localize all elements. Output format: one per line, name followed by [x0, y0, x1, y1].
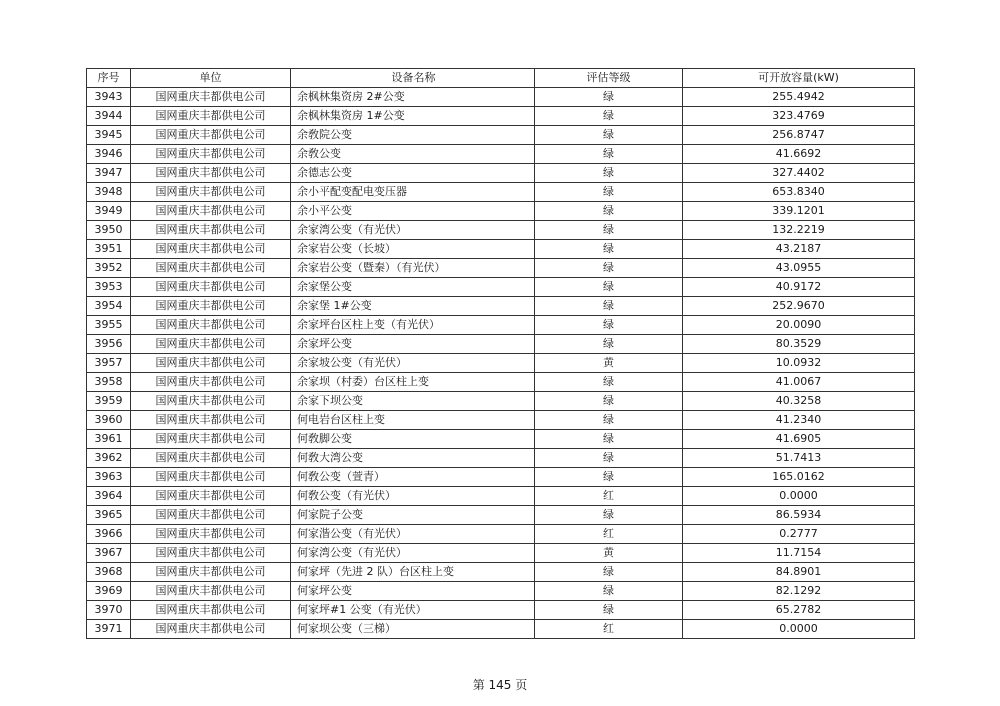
cell-unit: 国网重庆丰都供电公司: [131, 354, 291, 373]
cell-assessment-level: 黄: [535, 354, 683, 373]
cell-open-capacity: 80.3529: [683, 335, 915, 354]
cell-serial-number: 3971: [87, 620, 131, 639]
cell-serial-number: 3954: [87, 297, 131, 316]
cell-unit: 国网重庆丰都供电公司: [131, 525, 291, 544]
cell-device-name: 余枫林集资房 2#公变: [291, 88, 535, 107]
cell-serial-number: 3953: [87, 278, 131, 297]
cell-assessment-level: 绿: [535, 88, 683, 107]
cell-open-capacity: 41.2340: [683, 411, 915, 430]
cell-assessment-level: 绿: [535, 278, 683, 297]
table-row: [87, 373, 915, 392]
cell-unit: 国网重庆丰都供电公司: [131, 449, 291, 468]
cell-serial-number: 3943: [87, 88, 131, 107]
cell-open-capacity: 41.0067: [683, 373, 915, 392]
cell-device-name: 余德志公变: [291, 164, 535, 183]
cell-open-capacity: 84.8901: [683, 563, 915, 582]
table-row: [87, 506, 915, 525]
cell-device-name: 何家湾公变（有光伏）: [291, 544, 535, 563]
cell-unit: 国网重庆丰都供电公司: [131, 221, 291, 240]
cell-device-name: 何家院子公变: [291, 506, 535, 525]
table-row: [87, 183, 915, 202]
cell-serial-number: 3951: [87, 240, 131, 259]
cell-unit: 国网重庆丰都供电公司: [131, 297, 291, 316]
cell-assessment-level: 红: [535, 525, 683, 544]
cell-open-capacity: 41.6905: [683, 430, 915, 449]
table-row: [87, 145, 915, 164]
cell-serial-number: 3946: [87, 145, 131, 164]
cell-device-name: 余家坝（村委）台区柱上变: [291, 373, 535, 392]
cell-open-capacity: 86.5934: [683, 506, 915, 525]
cell-unit: 国网重庆丰都供电公司: [131, 202, 291, 221]
cell-open-capacity: 255.4942: [683, 88, 915, 107]
table-row: [87, 582, 915, 601]
cell-unit: 国网重庆丰都供电公司: [131, 145, 291, 164]
table-row: [87, 88, 915, 107]
cell-assessment-level: 绿: [535, 468, 683, 487]
cell-unit: 国网重庆丰都供电公司: [131, 126, 291, 145]
cell-serial-number: 3969: [87, 582, 131, 601]
cell-unit: 国网重庆丰都供电公司: [131, 240, 291, 259]
page-number: 第 145 页: [472, 678, 528, 692]
cell-unit: 国网重庆丰都供电公司: [131, 487, 291, 506]
cell-assessment-level: 绿: [535, 126, 683, 145]
header-unit: 单位: [131, 69, 291, 88]
cell-serial-number: 3952: [87, 259, 131, 278]
table-row: [87, 221, 915, 240]
cell-unit: 国网重庆丰都供电公司: [131, 620, 291, 639]
cell-open-capacity: 0.0000: [683, 487, 915, 506]
cell-device-name: 余家岩公变（暨秦）（有光伏）: [291, 259, 535, 278]
table-row: [87, 107, 915, 126]
cell-assessment-level: 绿: [535, 430, 683, 449]
cell-open-capacity: 132.2219: [683, 221, 915, 240]
cell-device-name: 何家坪（先进 2 队）台区柱上变: [291, 563, 535, 582]
cell-assessment-level: 绿: [535, 221, 683, 240]
cell-unit: 国网重庆丰都供电公司: [131, 107, 291, 126]
cell-open-capacity: 256.8747: [683, 126, 915, 145]
cell-assessment-level: 绿: [535, 107, 683, 126]
cell-assessment-level: 绿: [535, 164, 683, 183]
cell-serial-number: 3959: [87, 392, 131, 411]
cell-assessment-level: 黄: [535, 544, 683, 563]
cell-assessment-level: 绿: [535, 411, 683, 430]
cell-serial-number: 3945: [87, 126, 131, 145]
table-row: [87, 411, 915, 430]
table-row: [87, 164, 915, 183]
cell-unit: 国网重庆丰都供电公司: [131, 468, 291, 487]
cell-unit: 国网重庆丰都供电公司: [131, 335, 291, 354]
cell-open-capacity: 51.7413: [683, 449, 915, 468]
cell-open-capacity: 323.4769: [683, 107, 915, 126]
cell-assessment-level: 绿: [535, 563, 683, 582]
table-header: [87, 69, 915, 88]
table-row: [87, 126, 915, 145]
cell-serial-number: 3964: [87, 487, 131, 506]
cell-unit: 国网重庆丰都供电公司: [131, 88, 291, 107]
cell-serial-number: 3948: [87, 183, 131, 202]
cell-unit: 国网重庆丰都供电公司: [131, 259, 291, 278]
cell-open-capacity: 43.2187: [683, 240, 915, 259]
cell-serial-number: 3970: [87, 601, 131, 620]
cell-assessment-level: 绿: [535, 373, 683, 392]
cell-serial-number: 3957: [87, 354, 131, 373]
cell-open-capacity: 0.2777: [683, 525, 915, 544]
cell-unit: 国网重庆丰都供电公司: [131, 582, 291, 601]
cell-device-name: 余家坪公变: [291, 335, 535, 354]
cell-device-name: 何敎大湾公变: [291, 449, 535, 468]
cell-serial-number: 3961: [87, 430, 131, 449]
cell-assessment-level: 绿: [535, 582, 683, 601]
cell-serial-number: 3968: [87, 563, 131, 582]
header-device-name: 设备名称: [291, 69, 535, 88]
cell-assessment-level: 红: [535, 487, 683, 506]
cell-unit: 国网重庆丰都供电公司: [131, 316, 291, 335]
cell-device-name: 余家岩公变（长坡）: [291, 240, 535, 259]
table-row: [87, 620, 915, 639]
cell-assessment-level: 绿: [535, 259, 683, 278]
cell-open-capacity: 20.0090: [683, 316, 915, 335]
cell-unit: 国网重庆丰都供电公司: [131, 164, 291, 183]
cell-open-capacity: 41.6692: [683, 145, 915, 164]
cell-assessment-level: 绿: [535, 202, 683, 221]
cell-unit: 国网重庆丰都供电公司: [131, 430, 291, 449]
cell-unit: 国网重庆丰都供电公司: [131, 392, 291, 411]
cell-open-capacity: 0.0000: [683, 620, 915, 639]
cell-serial-number: 3947: [87, 164, 131, 183]
cell-assessment-level: 绿: [535, 392, 683, 411]
cell-device-name: 余小平公变: [291, 202, 535, 221]
table-row: [87, 449, 915, 468]
table-body: [87, 88, 915, 639]
cell-serial-number: 3962: [87, 449, 131, 468]
cell-device-name: 余家坡公变（有光伏）: [291, 354, 535, 373]
cell-device-name: 余小平配变配电变压器: [291, 183, 535, 202]
cell-open-capacity: 82.1292: [683, 582, 915, 601]
cell-assessment-level: 绿: [535, 183, 683, 202]
cell-assessment-level: 绿: [535, 240, 683, 259]
cell-unit: 国网重庆丰都供电公司: [131, 544, 291, 563]
cell-device-name: 何家坪#1 公变（有光伏）: [291, 601, 535, 620]
cell-assessment-level: 绿: [535, 506, 683, 525]
cell-serial-number: 3963: [87, 468, 131, 487]
cell-device-name: 何家坪公变: [291, 582, 535, 601]
cell-serial-number: 3956: [87, 335, 131, 354]
cell-open-capacity: 10.0932: [683, 354, 915, 373]
cell-assessment-level: 绿: [535, 449, 683, 468]
cell-serial-number: 3967: [87, 544, 131, 563]
cell-serial-number: 3965: [87, 506, 131, 525]
cell-open-capacity: 40.9172: [683, 278, 915, 297]
cell-unit: 国网重庆丰都供电公司: [131, 278, 291, 297]
table-row: [87, 468, 915, 487]
header-assessment-level: 评估等级: [535, 69, 683, 88]
table-row: [87, 525, 915, 544]
cell-serial-number: 3955: [87, 316, 131, 335]
cell-device-name: 何电岩台区柱上变: [291, 411, 535, 430]
header-open-capacity: 可开放容量(kW): [683, 69, 915, 88]
cell-serial-number: 3958: [87, 373, 131, 392]
table-row: [87, 354, 915, 373]
table-row: [87, 202, 915, 221]
cell-device-name: 余敎院公变: [291, 126, 535, 145]
table-row: [87, 392, 915, 411]
cell-open-capacity: 653.8340: [683, 183, 915, 202]
cell-device-name: 余敎公变: [291, 145, 535, 164]
cell-device-name: 余家下坝公变: [291, 392, 535, 411]
cell-device-name: 何家湝公变（有光伏）: [291, 525, 535, 544]
header-row: [87, 69, 915, 88]
table-row: [87, 601, 915, 620]
cell-unit: 国网重庆丰都供电公司: [131, 183, 291, 202]
cell-device-name: 余枫林集资房 1#公变: [291, 107, 535, 126]
cell-device-name: 何敎公变（有光伏）: [291, 487, 535, 506]
header-serial-number: 序号: [87, 69, 131, 88]
cell-serial-number: 3950: [87, 221, 131, 240]
cell-assessment-level: 绿: [535, 145, 683, 164]
table-row: [87, 487, 915, 506]
cell-assessment-level: 红: [535, 620, 683, 639]
cell-unit: 国网重庆丰都供电公司: [131, 411, 291, 430]
table-row: [87, 316, 915, 335]
cell-assessment-level: 绿: [535, 297, 683, 316]
cell-open-capacity: 165.0162: [683, 468, 915, 487]
cell-device-name: 余家湾公变（有光伏）: [291, 221, 535, 240]
cell-device-name: 何敎脚公变: [291, 430, 535, 449]
table-row: [87, 297, 915, 316]
cell-unit: 国网重庆丰都供电公司: [131, 563, 291, 582]
table-row: [87, 430, 915, 449]
cell-open-capacity: 339.1201: [683, 202, 915, 221]
cell-open-capacity: 40.3258: [683, 392, 915, 411]
table-row: [87, 563, 915, 582]
cell-serial-number: 3949: [87, 202, 131, 221]
cell-open-capacity: 43.0955: [683, 259, 915, 278]
cell-device-name: 余家坪台区柱上变（有光伏）: [291, 316, 535, 335]
cell-device-name: 何家坝公变（三梯）: [291, 620, 535, 639]
table-row: [87, 335, 915, 354]
table-row: [87, 544, 915, 563]
cell-unit: 国网重庆丰都供电公司: [131, 373, 291, 392]
cell-serial-number: 3966: [87, 525, 131, 544]
table-row: [87, 259, 915, 278]
cell-open-capacity: 252.9670: [683, 297, 915, 316]
table-row: [87, 240, 915, 259]
cell-device-name: 余家堡公变: [291, 278, 535, 297]
cell-assessment-level: 绿: [535, 601, 683, 620]
cell-unit: 国网重庆丰都供电公司: [131, 601, 291, 620]
cell-serial-number: 3960: [87, 411, 131, 430]
capacity-table: [86, 68, 915, 639]
cell-open-capacity: 65.2782: [683, 601, 915, 620]
cell-open-capacity: 327.4402: [683, 164, 915, 183]
cell-assessment-level: 绿: [535, 316, 683, 335]
cell-serial-number: 3944: [87, 107, 131, 126]
table-row: [87, 278, 915, 297]
cell-device-name: 何敎公变（萱青）: [291, 468, 535, 487]
cell-unit: 国网重庆丰都供电公司: [131, 506, 291, 525]
cell-open-capacity: 11.7154: [683, 544, 915, 563]
cell-assessment-level: 绿: [535, 335, 683, 354]
cell-device-name: 余家堡 1#公变: [291, 297, 535, 316]
